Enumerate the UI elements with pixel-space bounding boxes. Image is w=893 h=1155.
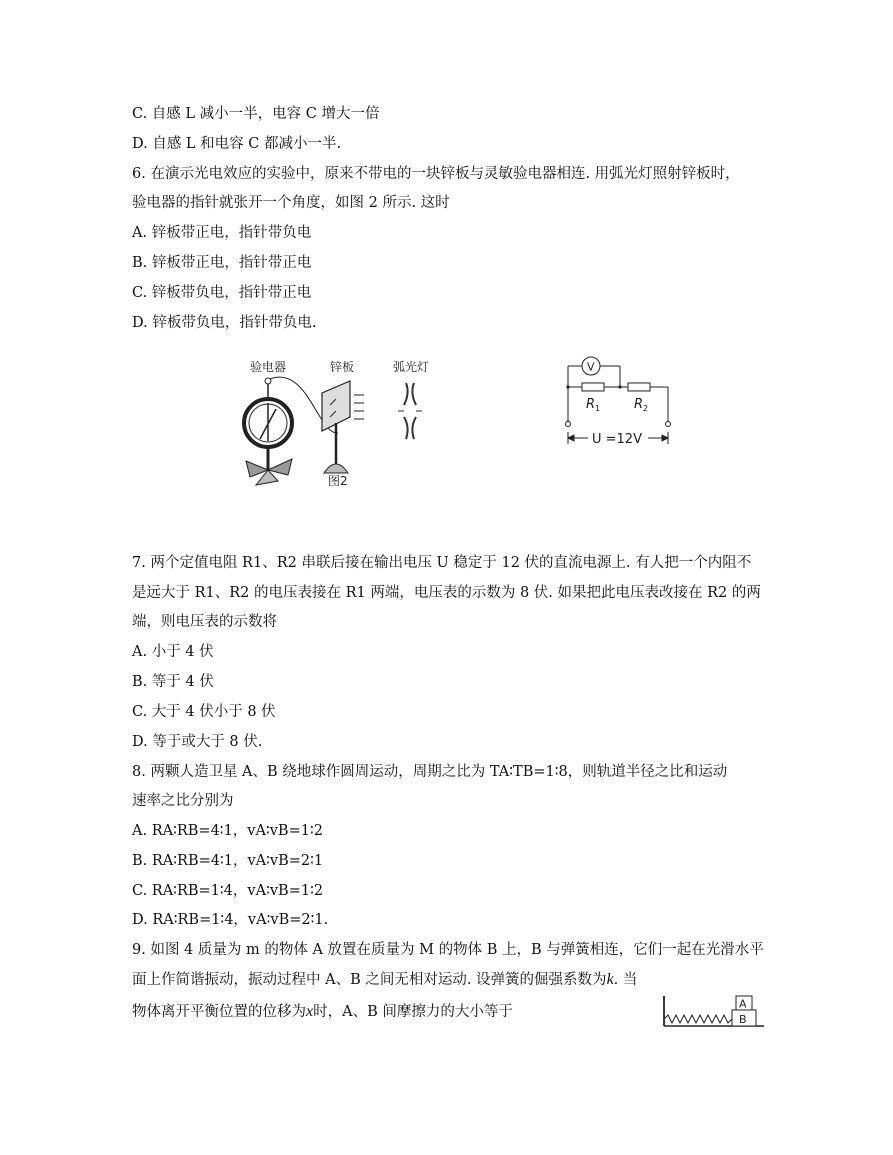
figure-2-caption: 图2 xyxy=(328,474,348,488)
label-zinc-plate: 锌板 xyxy=(330,360,355,374)
q6-option-c: C. 锌板带负电，指针带正电 xyxy=(132,285,312,301)
q8-stem-line2: 速率之比分别为 xyxy=(132,793,234,809)
q8-option-b: B. RA∶RB=4∶1，vA∶vB=2∶1 xyxy=(132,853,324,869)
q7-stem-line1: 7. 两个定值电阻 R1、R2 串联后接在输出电压 U 稳定于 12 伏的直流电源上. 有人把一个内阻不 xyxy=(132,555,752,571)
q5-option-c: C. 自感 L 减小一半，电容 C 增大一倍 xyxy=(132,106,380,122)
q7-stem-line2: 是远大于 R1、R2 的电压表接在 R1 两端，电压表的示数为 8 伏. 如果把此电压表改接在 R2 的两 xyxy=(132,585,761,601)
q9-stem-line2-end: . 当 xyxy=(613,972,638,988)
block-b-label: B xyxy=(739,1013,747,1026)
r2-label: $R_2$ xyxy=(634,397,649,413)
q7-stem-line3: 端，则电压表的示数将 xyxy=(132,614,277,630)
circuit-diagram xyxy=(560,352,680,452)
label-arc-lamp: 弧光灯 xyxy=(393,360,430,374)
q8-option-a: A. RA∶RB=4∶1，vA∶vB=1∶2 xyxy=(132,823,323,839)
q8-stem-line1: 8. 两颗人造卫星 A、B 绕地球作圆周运动，周期之比为 TA∶TB=1∶8，则轨道半径之比和运动 xyxy=(132,764,728,780)
q6-option-a: A. 锌板带正电，指针带负电 xyxy=(132,225,312,241)
q6-option-d: D. 锌板带负电，指针带负电. xyxy=(132,315,317,331)
q7-option-a: A. 小于 4 伏 xyxy=(132,644,214,660)
spring-icon xyxy=(664,1015,732,1023)
q5-option-d: D. 自感 L 和电容 C 都减小一半. xyxy=(132,136,342,152)
electroscope-icon xyxy=(244,378,292,485)
terminal-left xyxy=(566,422,571,427)
label-electroscope: 验电器 xyxy=(250,360,287,374)
arc-lamp-icon xyxy=(398,383,422,439)
r1-label: $R_1$ xyxy=(586,397,601,413)
resistor-r1 xyxy=(582,383,604,391)
q7-option-c: C. 大于 4 伏小于 8 伏 xyxy=(132,704,276,720)
terminal-right xyxy=(666,422,671,427)
figure-2-photoelectric xyxy=(238,355,448,495)
q7-option-b: B. 等于 4 伏 xyxy=(132,674,214,690)
q6-stem-line2: 验电器的指针就张开一个角度，如图 2 所示. 这时 xyxy=(132,195,450,211)
q9-stem-line2-text: 面上作简谐振动，振动过程中 A、B 之间无相对运动. 设弹簧的倔强系数为 xyxy=(132,972,607,988)
resistor-r2 xyxy=(628,383,650,391)
figure-4-spring-blocks xyxy=(660,992,770,1032)
voltmeter-label: V xyxy=(587,360,595,374)
q9-x-symbol: x xyxy=(306,1003,314,1020)
q6-stem-line1: 6. 在演示光电效应的实验中，原来不带电的一块锌板与灵敏验电器相连. 用弧光灯照射锌板时， xyxy=(132,166,740,182)
q8-option-c: C. RA∶RB=1∶4，vA∶vB=1∶2 xyxy=(132,883,324,899)
q9-k-symbol: k xyxy=(606,971,614,988)
q9-stem-line2 xyxy=(132,970,637,990)
q7-option-d: D. 等于或大于 8 伏. xyxy=(132,734,263,750)
q6-option-b: B. 锌板带正电，指针带正电 xyxy=(132,255,312,271)
zinc-plate-icon xyxy=(322,381,364,473)
q9-stem-line3b: 时，A、B 间摩擦力的大小等于 xyxy=(313,1004,513,1020)
q9-stem-line3a: 物体离开平衡位置的位移为 xyxy=(132,1004,306,1020)
q8-option-d: D. RA∶RB=1∶4，vA∶vB=2∶1. xyxy=(132,912,329,928)
q9-stem-line3 xyxy=(132,1002,513,1022)
q9-stem-line1: 9. 如图 4 质量为 m 的物体 A 放置在质量为 M 的物体 B 上，B 与弹簧相连，它们一起在光滑水平 xyxy=(132,942,764,958)
block-a-label: A xyxy=(739,997,747,1011)
voltage-label: U =12V xyxy=(592,432,642,447)
